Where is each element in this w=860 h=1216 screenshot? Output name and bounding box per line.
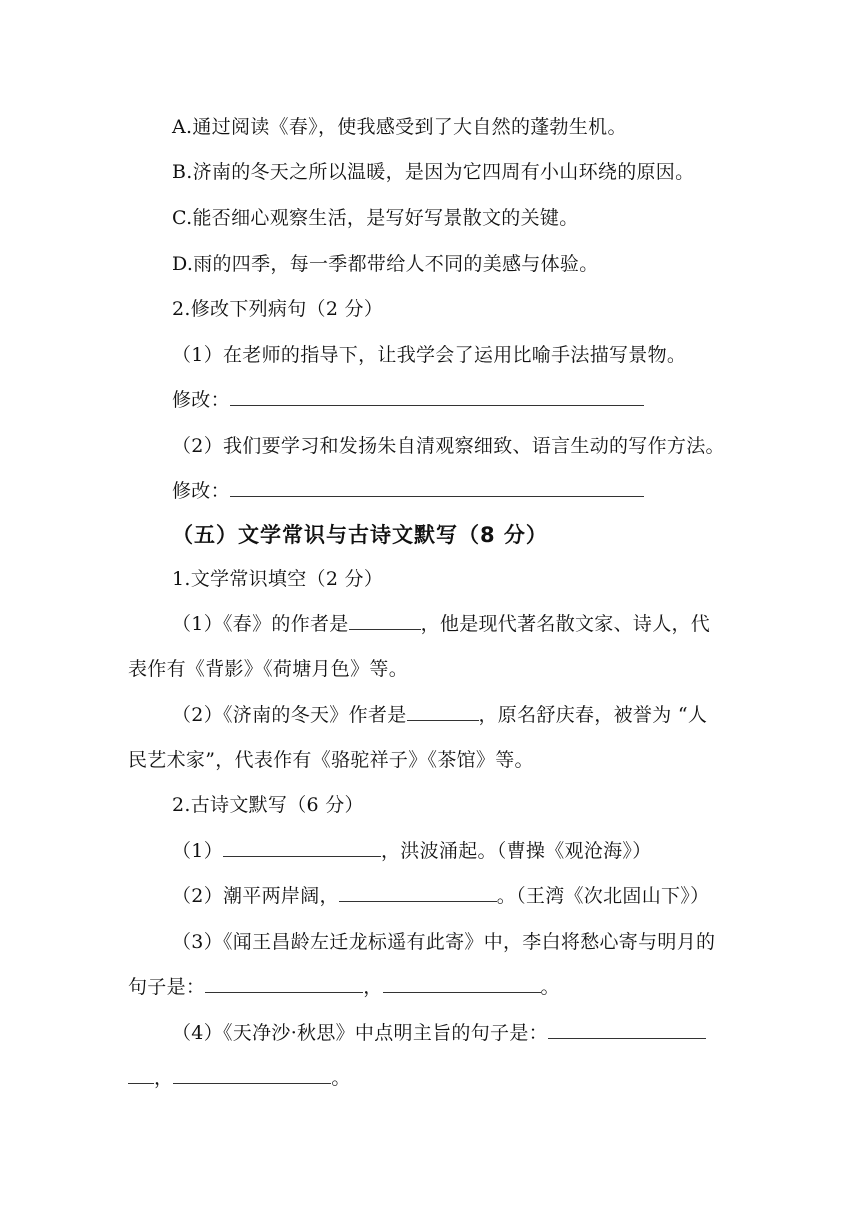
option-d: D.雨的四季，每一季都带给人不同的美感与体验。	[172, 253, 599, 275]
sick-sentence-1: （1）在老师的指导下，让我学会了运用比喻手法描写景物。	[172, 344, 687, 366]
poetry-question-title: 2.古诗文默写（6 分）	[172, 794, 364, 816]
literature-item-2: （2）《济南的冬天》作者是 ，原名舒庆春，被誉为 “人	[172, 704, 708, 726]
poetry-item-3-cont: 句子是： ， 。	[128, 976, 560, 998]
answer-blank[interactable]	[349, 611, 421, 630]
literature-question-title: 1.文学常识填空（2 分）	[172, 568, 384, 590]
answer-blank[interactable]	[223, 838, 381, 857]
answer-blank[interactable]	[339, 883, 497, 902]
section-heading: （五）文学常识与古诗文默写（8 分）	[172, 523, 548, 547]
option-c: C.能否细心观察生活，是写好写景散文的关键。	[172, 207, 579, 229]
revision-line-1	[172, 387, 644, 413]
answer-blank[interactable]	[383, 974, 541, 993]
answer-blank[interactable]	[173, 1065, 331, 1084]
revision-line-2	[172, 478, 644, 504]
option-b: B.济南的冬天之所以温暖，是因为它四周有小山环绕的原因。	[172, 161, 695, 183]
answer-blank[interactable]	[230, 387, 644, 406]
poetry-item-4-cont: ， 。	[128, 1065, 351, 1091]
literature-item-1: （1）《春》的作者是 ，他是现代著名散文家、诗人，代	[172, 613, 711, 635]
revision-label: 修改：	[172, 480, 230, 502]
question-2-title: 2.修改下列病句（2 分）	[172, 298, 384, 320]
literature-item-1-cont: 表作有《背影》《荷塘月色》等。	[128, 658, 409, 680]
answer-blank[interactable]	[205, 974, 363, 993]
sick-sentence-2: （2）我们要学习和发扬朱自清观察细致、语言生动的写作方法。	[172, 435, 725, 457]
answer-blank[interactable]	[407, 702, 479, 721]
option-a: A.通过阅读《春》，使我感受到了大自然的蓬勃生机。	[172, 116, 627, 138]
revision-label: 修改：	[172, 389, 230, 411]
poetry-item-1: （1） ，洪波涌起。（曹操《观沧海》）	[172, 840, 652, 862]
literature-item-2-cont: 民艺术家”，代表作有《骆驼祥子》《茶馆》等。	[128, 749, 534, 771]
poetry-item-2: （2）潮平两岸阔， 。（王湾《次北固山下》）	[172, 885, 710, 907]
answer-blank[interactable]	[128, 1065, 154, 1084]
poetry-item-3: （3）《闻王昌龄左迁龙标遥有此寄》中，李白将愁心寄与明月的	[172, 931, 716, 953]
answer-blank[interactable]	[548, 1020, 706, 1039]
answer-blank[interactable]	[230, 478, 644, 497]
poetry-item-4: （4）《天净沙·秋思》中点明主旨的句子是：	[172, 1020, 706, 1046]
